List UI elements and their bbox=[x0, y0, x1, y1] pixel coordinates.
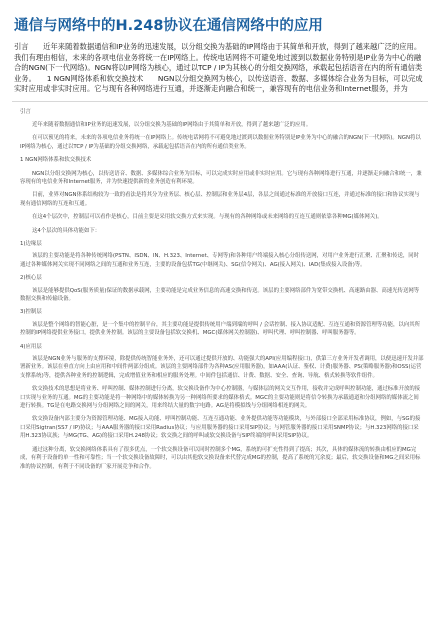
paragraph: 在这4个层次中，控制层可以看作是核心，目前主要是采用软交换方式来实现。与现有的各种网络或未来网络的互连互通则依靠各种MG(媒体网关)。 bbox=[32, 214, 383, 221]
divider bbox=[12, 101, 428, 102]
section-heading: 引言 bbox=[20, 108, 31, 115]
paragraph: 通过这种分离，软交换网络体系具有了很多优点，一个软交换设备可以同时控制多个MG，系统的可扩充性得到了提高；其次，具体的媒体流的转换由相应的MG完成，有利于设备的单一性和可靠性；当一个软交换设备故障时，可以由其他软交换设备来代替完成MG的控制，提高了系统的冗余度；最后，软交换设备和MG之间采用标准的协议控制，有利于不同设备的厂家开展竞争和合作。 bbox=[20, 446, 421, 470]
section-heading: 1 NGN网络体系和软交换技术 bbox=[20, 157, 92, 164]
intro-summary bbox=[14, 42, 433, 95]
paragraph: NGN以分组交换网为核心，以传送语音、数据、多媒体综合业务为目标，可以完成实时应用或非实时应用。它与现有各种网络进行互通，并逐渐走向融合和统一，兼容现有的电信业务和Internet服务，并为快速提供新的业务创造有利环境。 bbox=[20, 170, 422, 185]
paragraph: 该层是整个网络的智能心脏，是一个集中的控制平台，其主要功能是提供传统用户端到端的呼叫 / 会话控制、接入协议适配、互连互通和资源管理等功能，以向其所控制的IP网络提供业务接口，提供业务控制。该层的主要设备包括软交换机、MGC(媒体网关控制器)、呼叫代理、呼叫控制器、呼叫服务器等。 bbox=[20, 321, 420, 337]
paragraph: 这4个层次的具体功能如下： bbox=[32, 227, 101, 234]
subsection-heading: 1)边缘层 bbox=[20, 240, 42, 247]
paragraph: 该层是NGN业务与服务的支撑环境，除提供传统智能业务外，还可以通过提供开放的、功能强大的API(应用编程接口)，供第三方业务开发者调用，以便迅速开发并部署新业务。该层在垂直方向上由应用和中间件两部分组成。该层的主要网络部件为各种AS(应用服务器)，如AAA(认证、鉴权、计费)服务器、PS(策略服务器)和OSS(运营支撑系统)等，提供各种业务的控制逻辑，完成增值业务和相应的服务处理。中间件包括通信、计费、数据、安全、查询、导航、格式转换等软件组件。 bbox=[20, 356, 424, 379]
paragraph: 软交换设备内部主要分为资源管理功能、MG接入功能、呼叫控制功能、互连互通功能、业务提供功能等功能模块，与外部接口全部采用标准协议，例如，与SG的接口采用Sigtran(SS7 / IP)协议；与AAA服务器的接口采用Radius协议；与应用服务器的接口采用SIP协议；与网管服务器的接口采用SNMP协议；与H.323网络的接口采用H.323协议族；与MG(TG、AG)的接口采用H.248协议；软交换之间的呼叫或软交换设备与SIP终端的呼叫采用SIP协议。 bbox=[20, 416, 421, 440]
paragraph: 该层的主要功能是将各种传统网络(PSTN、ISDN、IN、H.323、Internet、专网等)和各种用户终端接入核心分组传送网，对用户业务进行汇聚、汇聚和传送，同时通过各种媒体网关实现不同网络之间的互通和业务互连，主要的设备包括TG(中继网关)、SG(信令网关)、AG(接入网关)、IAD(集成接入设备)等。 bbox=[20, 253, 420, 268]
paragraph: 在可以预见的将来，未来的各项电信业务将统一在IP网络上。传统电话网将不可避免地过渡到以数据业务特别是IP业务为中心的融合的NGN(下一代网络)。NGN将以IP网络为核心，通过以TCP / IP为基础的分组交换网络，承载起包括语音在内的所有通信类业务。 bbox=[20, 135, 421, 150]
subsection-heading: 3)控制层 bbox=[20, 309, 42, 316]
paragraph: 近年来随着数据通信和IP业务的迅速发展，以分组交换为基础的IP网络由于其简单和开放，得到了越来越广泛的应用。 bbox=[32, 121, 312, 128]
paragraph: 该层是能够提供QoS(服务质量)保证的数据承载网，主要功能是完成业务信息的高速交换和传送。该层的主要网络部件为宽带交换机、高速路由器、高速光传送网等数据交换和传输设备。 bbox=[20, 287, 420, 302]
subsection-heading: 4)应用层 bbox=[20, 343, 42, 350]
article-body bbox=[20, 108, 424, 471]
intro-paragraph: 引言 近年来随着数据通信和IP业务的迅速发展，以分组交换为基础的IP网络由于其简单和开放，得到了越来越广泛的应用。 我们有理由相信，未来的各项电信业务将统一在IP网络上。传统电话网将不可避免地过渡到以数据业务特别是IP业务为中心的融合的NGN(下一代网络)。NGN将以IP网络为核心，通过以TCP / IP为其核心的分组交换网络，承载起包括语音在内的所有通信类业务。 1 NGN网络体系和软交换技术 NGN以分组交换网为核心，以传送语音、数据、多媒体综合业务为目标，可以完成实时应用或非实时应用。它与现有各种网络进行互通，并逐渐走向融合和统一，兼容现有的电信业务和Internet服务，并为 bbox=[14, 42, 433, 93]
subsection-heading: 2)核心层 bbox=[20, 275, 42, 282]
paragraph: 软交换技术的思想是将业务、呼叫控制、媒体控制进行分离，软交换设备作为中心控制器，与媒体层的网关交互作用，接收并完成呼叫控制功能，通过标准开放的接口实现与业务的互通。MG的主要功能是将一种网络中的媒体转换为另一种网络所要求的媒体格式。MGC的主要功能则是将信令转换为承载通道和分组网络的媒体流之间进行转换。TG是在电路交换网与分组网络之间的网关，用来终结大量的数字电路。AG是将模拟线与分组网络相连的网关。 bbox=[20, 386, 421, 410]
paragraph: 目前，业界对NGN体系结构较为一致的看法是将其分为业务层、核心层、控制层和业务层4层，各层之间通过标准的开放接口互连，并通过标准的接口和协议实现与现有通信网络的互连和互通。 bbox=[20, 192, 420, 207]
page-title: 通信与网络中的H.248协议在通信网络中的应用 bbox=[14, 18, 323, 34]
